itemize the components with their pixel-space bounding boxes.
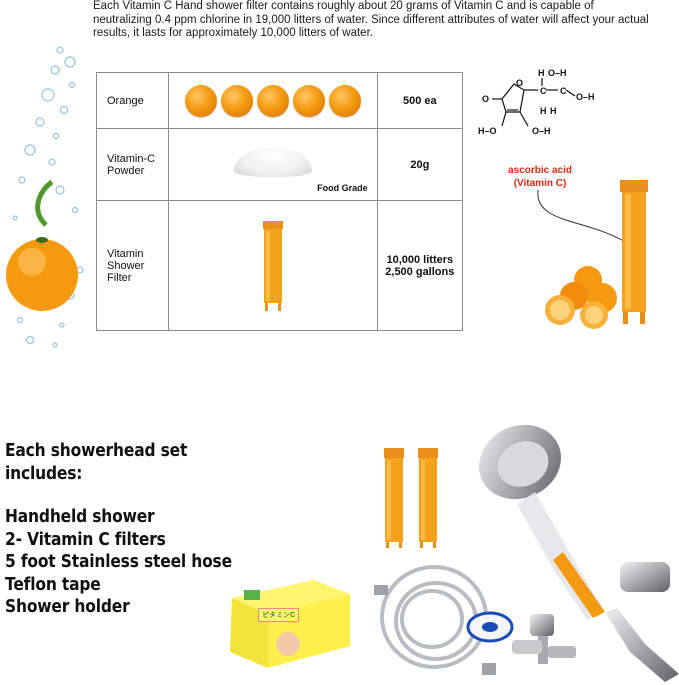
filter-value-gallons: 2,500 gallons xyxy=(385,265,455,278)
row-value-filter xyxy=(377,201,462,331)
includes-title: Each showerhead set includes: xyxy=(5,440,188,484)
row-label-orange: Orange xyxy=(97,73,169,129)
filter-image xyxy=(168,201,377,331)
includes-item: Teflon tape xyxy=(5,573,101,595)
atom-o-carbonyl: O xyxy=(482,94,490,104)
ascorbic-acid-name: ascorbic acid xyxy=(508,165,572,176)
atom-h-top: H xyxy=(538,68,545,78)
shower-holder-image xyxy=(508,610,580,672)
powder-pile-icon xyxy=(234,147,312,177)
filter-with-oranges-image xyxy=(530,170,679,340)
row-label-powder: Vitamin-C Powder xyxy=(97,129,169,201)
row-label-filter: Vitamin Shower Filter xyxy=(97,201,169,331)
box-label: ビタミンC xyxy=(258,608,299,622)
atom-oh-top: O–H xyxy=(548,68,567,78)
atom-oh-right: O–H xyxy=(576,92,595,102)
filter-value-litters: 10,000 litters xyxy=(386,253,454,266)
table-row xyxy=(97,73,463,129)
orange-icon xyxy=(185,85,217,117)
atom-oh-bottom: O–H xyxy=(532,126,551,136)
atom-o-ring: O xyxy=(516,78,524,88)
includes-item: Handheld shower xyxy=(5,506,155,527)
includes-item: 5 foot Stainless steel hose xyxy=(5,551,232,572)
powder-image xyxy=(168,129,377,201)
orange-icon xyxy=(221,85,253,117)
row-value-powder: 20g xyxy=(377,129,462,201)
table-row xyxy=(97,201,463,331)
oranges-image xyxy=(168,73,377,129)
vitamin-c-name: (Vitamin C) xyxy=(513,178,567,189)
atom-c-chain1: C xyxy=(540,86,547,96)
table-row xyxy=(97,129,463,201)
intro-paragraph: Each Vitamin C Hand shower filter contains roughly about 20 grams of Vitamin C and is capable of neutralizing 0.4 ppm chlorine in 19,000 litters of water. Since different attributes of water will affect your actual results, it lasts for approximately 10,000 litters of water. xyxy=(93,0,649,39)
teflon-tape-image xyxy=(466,610,514,644)
filter-cartridge-icon xyxy=(260,221,286,311)
ascorbic-acid-structure xyxy=(478,66,608,166)
comparison-table xyxy=(96,72,463,331)
orange-icon xyxy=(293,85,325,117)
orange-splash-image xyxy=(0,40,95,360)
includes-item: 2- Vitamin C filters xyxy=(5,528,166,550)
atom-ho-left: H–O xyxy=(478,126,497,136)
row-value-orange: 500 ea xyxy=(377,73,462,129)
atom-c-chain2: C xyxy=(560,86,567,96)
atom-h-bottom1: H xyxy=(540,106,547,116)
spare-filters-image xyxy=(380,448,442,548)
orange-icon xyxy=(257,85,289,117)
food-grade-label: Food Grade xyxy=(317,182,368,193)
atom-h-bottom2: H xyxy=(550,106,557,116)
includes-item: Shower holder xyxy=(5,596,130,617)
product-box-image xyxy=(222,580,354,670)
orange-icon xyxy=(329,85,361,117)
